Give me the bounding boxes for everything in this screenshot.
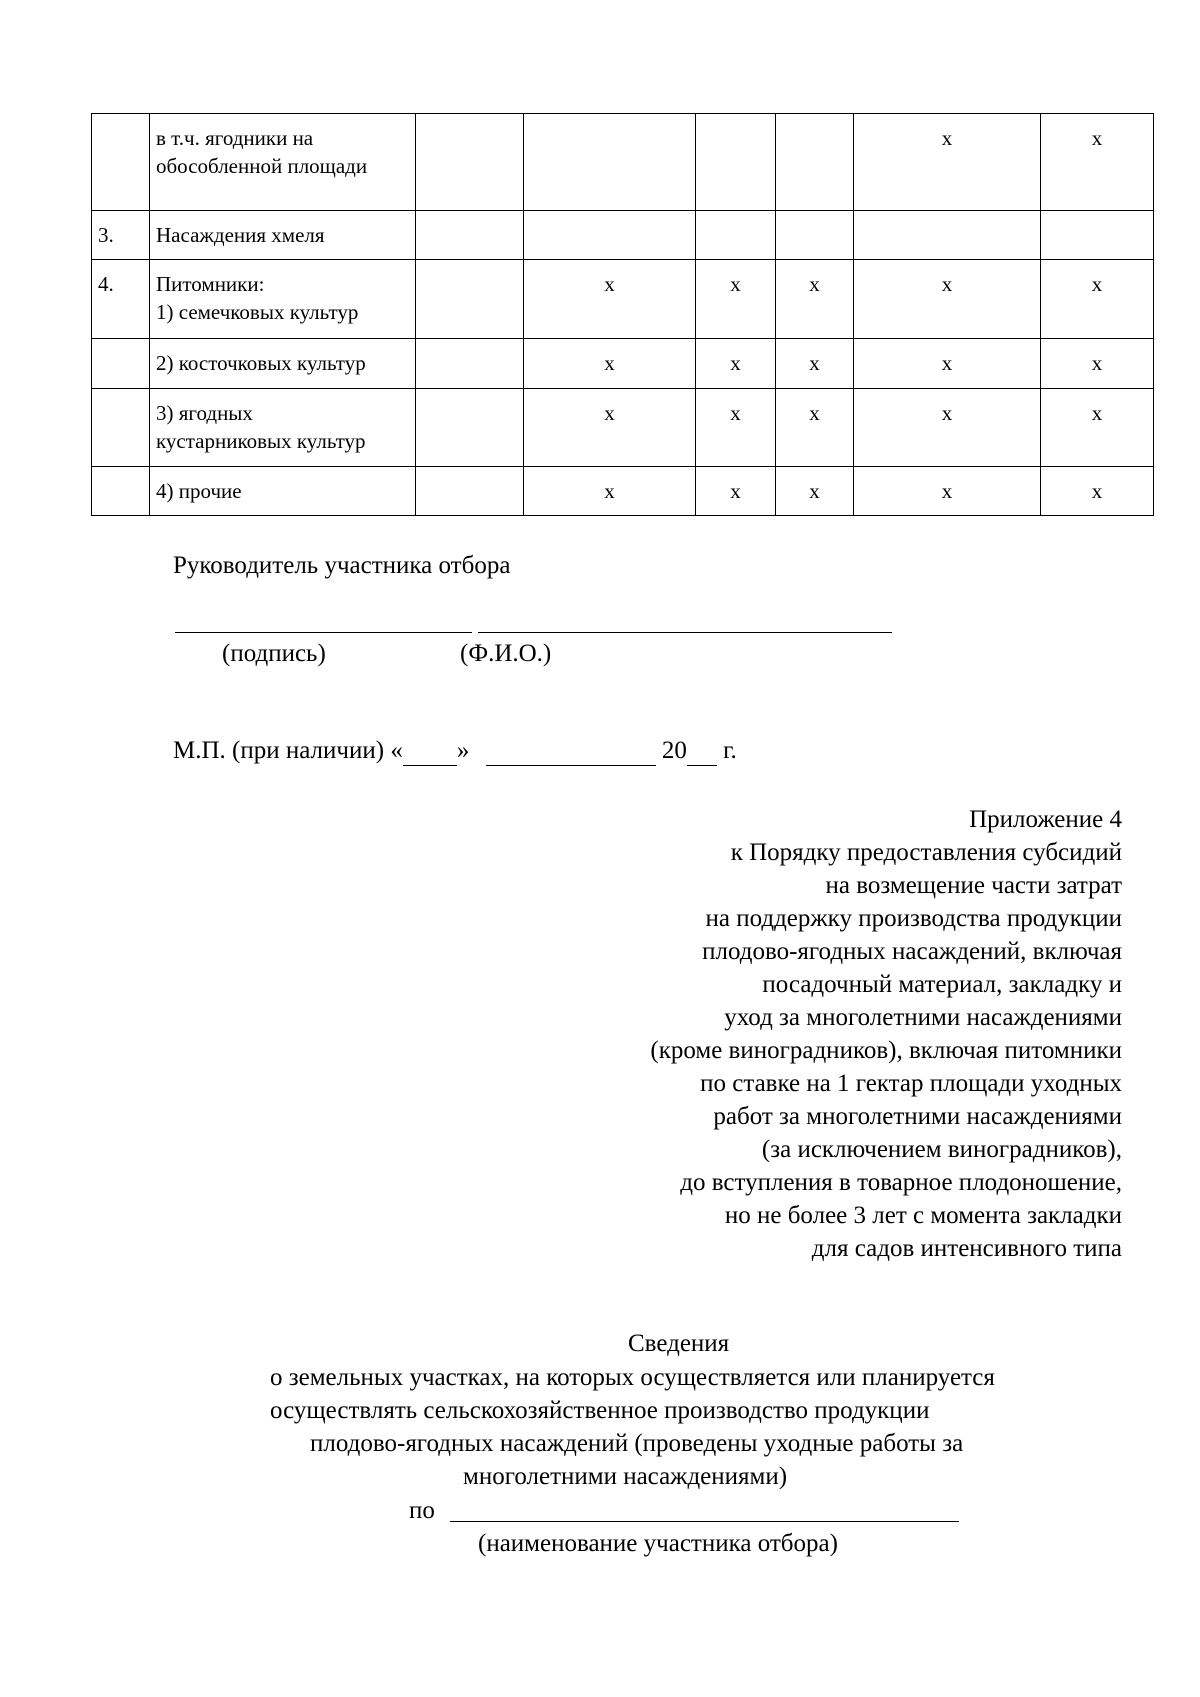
mp-close: » — [456, 737, 470, 764]
table-cell: х — [524, 389, 696, 467]
table-row — [92, 114, 1154, 211]
row-name-line: Насаждения хмеля — [156, 223, 325, 247]
table-cell — [776, 114, 854, 211]
row-name-line: кустарниковых культур — [156, 429, 366, 453]
table-cell: х — [776, 389, 854, 467]
table-cell — [416, 467, 524, 516]
row-name-line: 4) прочие — [156, 479, 242, 503]
table-cell — [416, 114, 524, 211]
table-cell: х — [1041, 260, 1154, 339]
table-cell — [1041, 211, 1154, 260]
appendix-line: посадочный материал, закладку и — [762, 971, 1122, 998]
row-number — [92, 467, 150, 516]
appendix-line: работ за многолетними насаждениями — [713, 1103, 1122, 1130]
heading-line-2: осуществлять сельскохозяйственное производство продукции — [270, 1397, 930, 1424]
appendix-line: для садов интенсивного типа — [811, 1235, 1122, 1262]
table-cell — [696, 211, 776, 260]
table-cell: х — [524, 260, 696, 339]
row-name-line: 3) ягодных — [156, 401, 253, 425]
day-blank — [403, 737, 457, 766]
row-name-line: 2) косточковых культур — [156, 351, 366, 375]
table-cell: х — [696, 339, 776, 389]
table-cell: х — [1041, 467, 1154, 516]
table-cell: х — [1041, 114, 1154, 211]
crops-table-body — [92, 114, 1154, 516]
table-cell — [524, 211, 696, 260]
row-name — [150, 260, 416, 339]
table-cell — [776, 211, 854, 260]
appendix-line: по ставке на 1 гектар площади уходных — [700, 1070, 1122, 1097]
table-cell: х — [696, 467, 776, 516]
row-name — [150, 339, 416, 389]
table-row — [92, 389, 1154, 467]
row-number: 4. — [92, 260, 150, 339]
crops-table — [91, 113, 1154, 516]
appendix-line: Приложение 4 — [969, 806, 1122, 833]
table-cell: х — [1041, 389, 1154, 467]
table-cell — [416, 339, 524, 389]
table-row — [92, 467, 1154, 516]
table-row — [92, 211, 1154, 260]
signature-line — [175, 632, 472, 633]
table-cell: х — [776, 260, 854, 339]
heading-line-4: многолетними насаждениями) — [463, 1463, 788, 1490]
table-cell — [416, 260, 524, 339]
row-name — [150, 114, 416, 211]
row-number — [92, 389, 150, 467]
row-number — [92, 114, 150, 211]
stamp-date-line — [173, 737, 737, 766]
row-name — [150, 467, 416, 516]
table-row — [92, 339, 1154, 389]
table-cell: х — [776, 467, 854, 516]
table-row — [92, 260, 1154, 339]
month-blank — [486, 737, 656, 766]
appendix-block — [560, 803, 1122, 1265]
row-number: 3. — [92, 211, 150, 260]
appendix-line: к Порядку предоставления субсидий — [730, 839, 1122, 866]
appendix-line: (кроме виноградников), включая питомники — [650, 1037, 1122, 1064]
row-name-line: 1) семечковых культур — [156, 300, 359, 324]
table-cell: х — [854, 114, 1041, 211]
row-name-line: обособленной площади — [156, 154, 368, 178]
appendix-line: (за исключением виноградников), — [761, 1136, 1122, 1163]
table-cell: х — [854, 389, 1041, 467]
table-cell: х — [854, 339, 1041, 389]
heading-title: Сведения — [628, 1330, 730, 1357]
row-name-line: в т.ч. ягодники на — [156, 126, 314, 150]
mp-prefix: М.П. (при наличии) « — [173, 737, 403, 764]
appendix-line: но не более 3 лет с момента закладки — [724, 1202, 1122, 1229]
table-cell: х — [524, 339, 696, 389]
head-label: Руководитель участника отбора — [173, 552, 511, 579]
appendix-line: уход за многолетними насаждениями — [724, 1004, 1122, 1031]
by-label: по — [409, 1497, 435, 1524]
fio-line — [478, 632, 892, 633]
table-cell: х — [776, 339, 854, 389]
row-name-line: Питомники: — [156, 272, 265, 296]
row-number — [92, 339, 150, 389]
appendix-line: до вступления в товарное плодоношение, — [680, 1169, 1122, 1196]
row-name — [150, 211, 416, 260]
year-prefix: 20 — [661, 737, 687, 764]
table-cell: х — [524, 467, 696, 516]
appendix-line: плодово-ягодных насаждений, включая — [702, 938, 1122, 965]
signature-caption: (подпись) — [222, 640, 326, 667]
participant-caption: (наименование участника отбора) — [478, 1530, 838, 1557]
participant-line — [450, 1521, 959, 1522]
table-cell: х — [696, 260, 776, 339]
table-cell: х — [854, 260, 1041, 339]
appendix-line: на поддержку производства продукции — [705, 905, 1122, 932]
table-cell: х — [696, 389, 776, 467]
fio-caption: (Ф.И.О.) — [460, 640, 552, 667]
row-name — [150, 389, 416, 467]
heading-line-1: о земельных участках, на которых осуществляется или планируется — [270, 1364, 995, 1391]
heading-line-3: плодово-ягодных насаждений (проведены уходные работы за — [310, 1430, 964, 1457]
year-blank — [687, 737, 717, 766]
appendix-line: на возмещение части затрат — [825, 872, 1122, 899]
table-cell: х — [1041, 339, 1154, 389]
table-cell — [416, 211, 524, 260]
table-cell — [524, 114, 696, 211]
table-cell — [854, 211, 1041, 260]
year-suffix: г. — [723, 737, 737, 764]
table-cell — [696, 114, 776, 211]
table-cell — [416, 389, 524, 467]
table-cell: х — [854, 467, 1041, 516]
